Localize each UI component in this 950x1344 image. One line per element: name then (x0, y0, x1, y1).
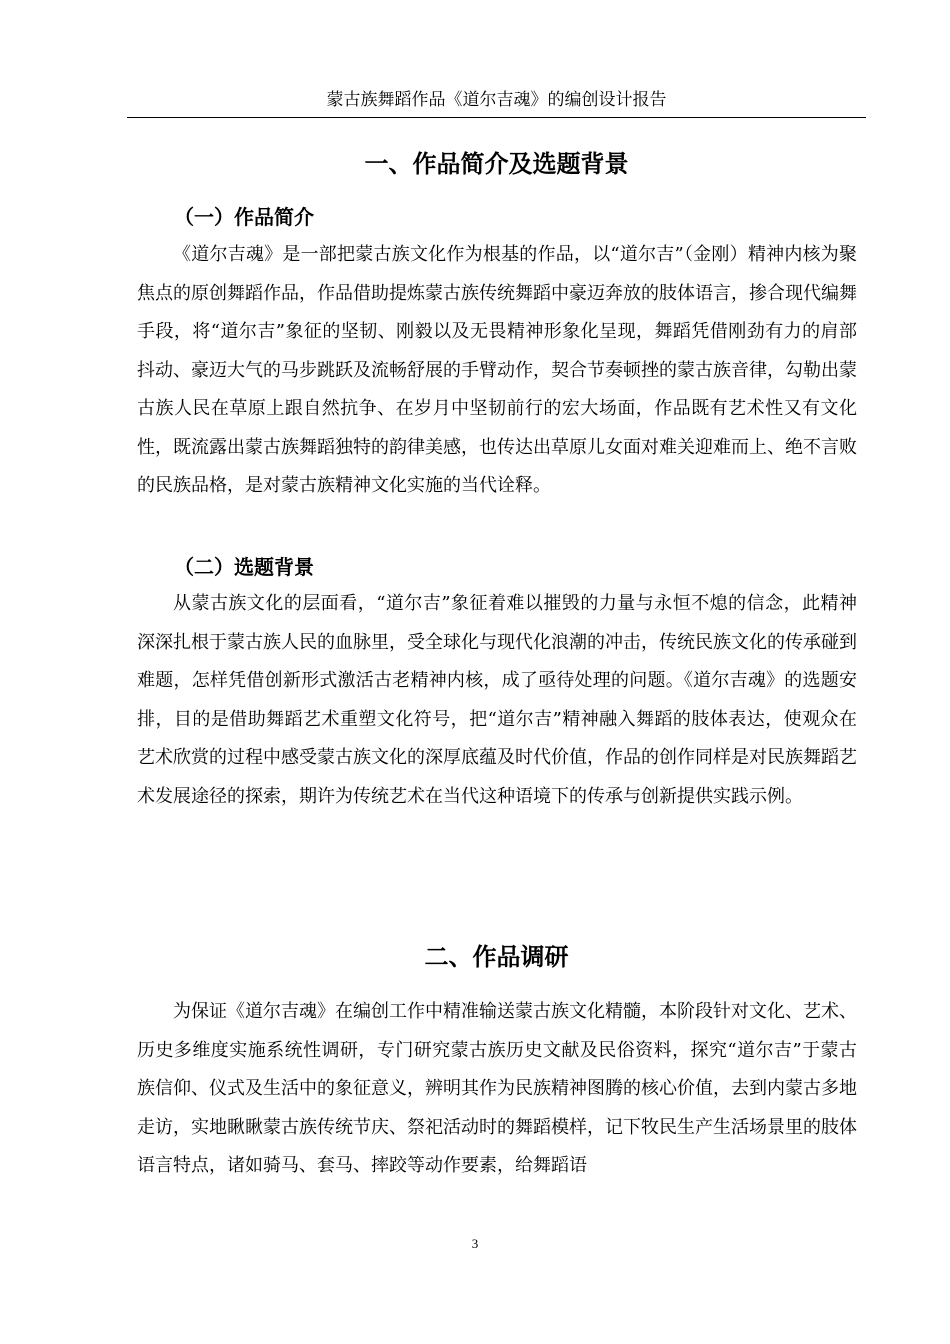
section-title-intro: 一、作品简介及选题背景 (364, 150, 629, 178)
paragraph-research: 为保证《道尔吉魂》在编创工作中精准输送蒙古族文化精髓，本阶段针对文化、艺术、历史多维度实施系统性调研，专门研究蒙古族历史文献及民俗资料，探究“道尔吉”于蒙古族信仰、仪式及生活中的象征意义，辨明其作为民族精神图腾的核心价值，去到内蒙古多地走访，实地瞅瞅蒙古族传统节庆、祭祀活动时的舞蹈模样，记下牧民生产生活场景里的肢体语言特点，诸如骑马、套马、摔跤等动作要素，给舞蹈语 (137, 1001, 857, 1176)
paragraph-intro: 《道尔吉魂》是一部把蒙古族文化作为根基的作品，以“道尔吉”（金刚）精神内核为聚焦点的原创舞蹈作品，作品借助提炼蒙古族传统舞蹈中豪迈奔放的肢体语言，掺合现代编舞手段，将“道尔吉”象征的坚韧、刚毅以及无畏精神形象化呈现，舞蹈凭借刚劲有力的肩部抖动、豪迈大气的马步跳跃及流畅舒展的手臂动作，契合节奏顿挫的蒙古族音律，勾勒出蒙古族人民在草原上跟自然抗争、在岁月中坚韧前行的宏大场面，作品既有艺术性又有文化性，既流露出蒙古族舞蹈独特的韵律美感，也传达出草原儿女面对难关迎难而上、绝不言败的民族品格，是对蒙古族精神文化实施的当代诠释。 (137, 244, 857, 496)
page-number: 3 (471, 1236, 479, 1251)
running-header: 蒙古族舞蹈作品《道尔吉魂》的编创设计报告 (127, 88, 866, 118)
subsection-title-intro: （一）作品简介 (174, 205, 314, 229)
paragraph-background: 从蒙古族文化的层面看，“道尔吉”象征着难以摧毁的力量与永恒不熄的信念，此精神深深扎根于蒙古族人民的血脉里，受全球化与现代化浪潮的冲击，传统民族文化的传承碰到难题，怎样凭借创新形式激活古老精神内核，成了亟待处理的问题。《道尔吉魂》的选题安排，目的是借助舞蹈艺术重塑文化符号，把“道尔吉”精神融入舞蹈的肢体表达，使观众在艺术欣赏的过程中感受蒙古族文化的深厚底蕴及时代价值，作品的创作同样是对民族舞蹈艺术发展途径的探索，期许为传统艺术在当代这种语境下的传承与创新提供实践示例。 (137, 593, 857, 807)
section-title-research: 二、作品调研 (424, 943, 569, 971)
subsection-title-background: （二）选题背景 (174, 555, 314, 579)
